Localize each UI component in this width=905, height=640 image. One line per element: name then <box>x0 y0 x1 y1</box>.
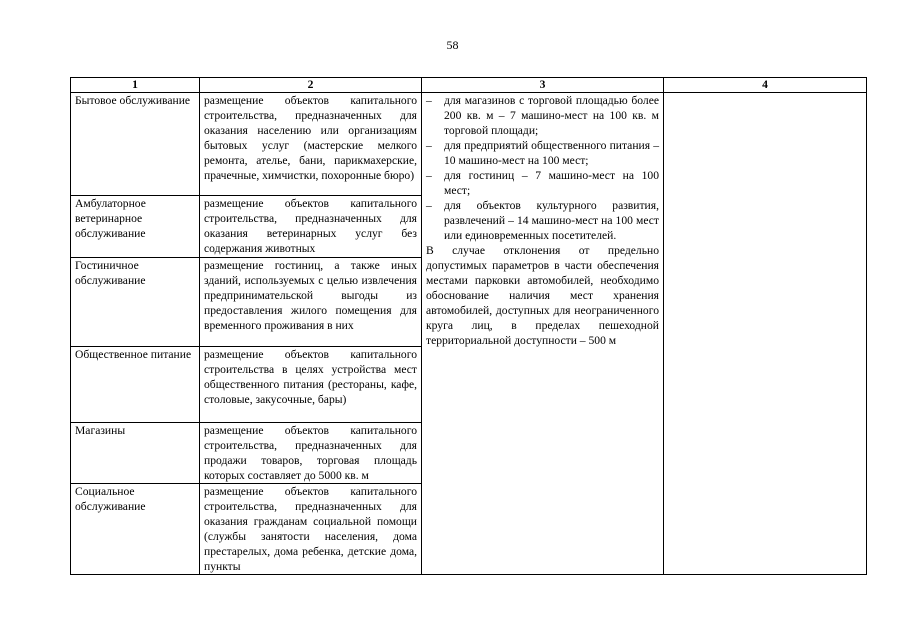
row-name: Гостиничное обслуживание <box>71 258 200 347</box>
row-name: Бытовое обслуживание <box>71 93 200 196</box>
parking-requirements-cell <box>422 93 664 575</box>
header-col-4: 4 <box>664 78 867 93</box>
column-4-cell <box>664 93 867 575</box>
table-row <box>71 93 867 196</box>
row-name: Магазины <box>71 423 200 484</box>
row-name: Амбулаторное ветеринарное обслуживание <box>71 196 200 258</box>
list-item: – для магазинов с торговой площадью более 200 кв. м – 7 машино-мест на 100 кв. м торговой площади; <box>426 93 659 138</box>
land-use-table <box>70 77 867 575</box>
list-item: – для гостиниц – 7 машино-мест на 100 мест; <box>426 168 659 198</box>
row-name: Общественное питание <box>71 347 200 423</box>
header-col-2: 2 <box>200 78 422 93</box>
row-name: Социальное обслуживание <box>71 484 200 575</box>
parking-requirements-list <box>426 93 659 243</box>
list-item: – для предприятий общественного питания – 10 машино-мест на 100 мест; <box>426 138 659 168</box>
row-description: размещение объектов капитального строительства, предназначенных для оказания ветеринарных услуг без содержания животных <box>200 196 422 258</box>
header-row <box>71 78 867 93</box>
row-description: размещение объектов капитального строительства, предназначенных для продажи товаров, торговая площадь которых составляет до 5000 кв. м <box>200 423 422 484</box>
header-col-1: 1 <box>71 78 200 93</box>
page-number: 58 <box>446 38 459 52</box>
header-col-3: 3 <box>422 78 664 93</box>
row-description: размещение объектов капитального строительства, предназначенных для оказания населению или организациям бытовых услуг (мастерские мелкого ремонта, ателье, бани, парикмахерские, прачечные, химчистки, похоронные бюро) <box>200 93 422 196</box>
deviation-note: В случае отклонения от предельно допустимых параметров в части обеспечения местами парковки автомобилей, необходимо обоснование наличия мест хранения автомобилей, доступных для неограниченного круга лиц, в пределах пешеходной территориальной доступности – 500 м <box>426 244 659 347</box>
row-description: размещение гостиниц, а также иных зданий, используемых с целью извлечения предпринимательской выгоды из предоставления жилого помещения для временного проживания в них <box>200 258 422 347</box>
row-description: размещение объектов капитального строительства, предназначенных для оказания гражданам социальной помощи (службы занятости населения, дома престарелых, дома ребенка, детские дома, пункты <box>200 484 422 575</box>
list-item: – для объектов культурного развития, развлечений – 14 машино-мест на 100 мест или единовременных посетителей. <box>426 198 659 243</box>
row-description: размещение объектов капитального строительства в целях устройства мест общественного питания (рестораны, кафе, столовые, закусочные, бары) <box>200 347 422 423</box>
